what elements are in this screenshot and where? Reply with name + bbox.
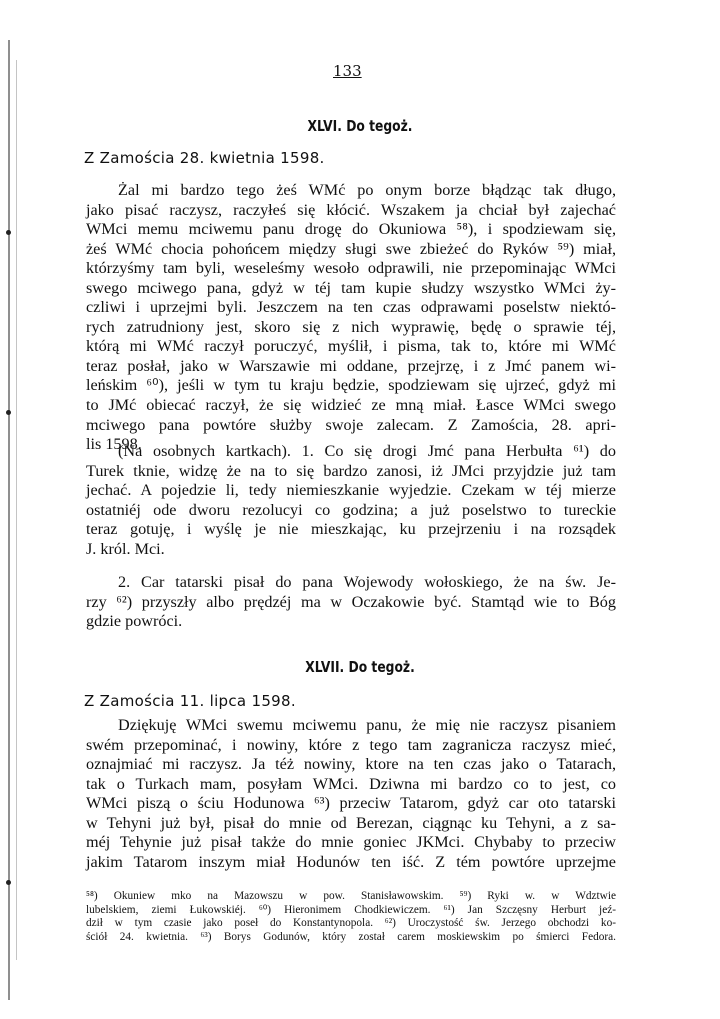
footnotes [86, 890, 616, 944]
text-line: oznajmiać mi raczysz. Ja téż nowiny, ktore na ten czas jako o Tatarach, [86, 755, 616, 774]
letter-paragraph [86, 573, 616, 632]
text-line: swém przepominać, i nowiny, które z tego tam zagranicza raczysz mieć, [86, 735, 616, 754]
text-line: gdzie powróci. [86, 612, 183, 631]
text-line: teraz posłał, jako w Warszawie mi oddane, przejrzę, i z Jmć panem wi- [86, 356, 616, 375]
footnote-line: lubelskiem, ziemi Łukowskiéj. ⁶⁰) Hieronimem Chodkiewiczem. ⁶¹) Jan Szczęsny Herburt jeź- [86, 903, 616, 916]
text-line: żeś WMć chocia pohońcem między sługi swe zbieżeć do Ryków ⁵⁹) miał, [86, 239, 616, 258]
letter-heading: XLVI. Do tegoż. [307, 117, 413, 135]
text-line: lis 1598. [86, 435, 142, 454]
binding-hole-mark [6, 880, 11, 885]
text-line: méj Tehynie już pisał także do mnie goniec JKMci. Chybaby to przeciw [86, 833, 616, 852]
text-line: rzy ⁶²) przyszły albo prędzéj ma w Oczakowie być. Stamtąd wie to Bóg [86, 592, 616, 611]
text-line: to JMć obiecać raczył, że się widzieć ze mną miał. Łasce WMci swego [86, 396, 616, 415]
text-line: Żal mi bardzo tego żeś WMć po onym borze błądząc tak długo, [118, 181, 616, 199]
text-line: WMci memu mciwemu panu drogę do Okuniowa ⁵⁸), i spodziewam się, [86, 220, 616, 239]
text-line: J. król. Mci. [86, 539, 165, 558]
text-line: 2. Car tatarski pisał do pana Wojewody wołoskiego, że na św. Je- [118, 573, 616, 591]
text-line: WMci piszą o ściu Hodunowa ⁶³) przeciw Tatarom, gdyż car oto tatarski [86, 794, 616, 813]
binding-edge-line [8, 40, 10, 1000]
letter-paragraph [86, 181, 616, 455]
text-line: którzyśmy tam byli, weseleśmy wesoło odprawili, nie przepominając WMci [86, 259, 616, 278]
text-line: którą mi WMć raczył poruczyć, myślił, i pisma, tak to, które mi WMć [86, 337, 616, 356]
binding-hole-mark [6, 410, 11, 415]
text-line: w Tehyni już był, pisał do mnie od Berezan, ciągnąc ku Tehyni, a z sa- [86, 813, 616, 832]
letter-paragraph [86, 442, 616, 559]
text-line: teraz gotuję, i wyślę je nie mieszkając, ku przejrzeniu i na rozsądek [86, 520, 616, 539]
page-number: 133 [333, 62, 362, 80]
text-line: jakim Tatarom inszym miał Hodunów ten iść. Z tém powtóre uprzejme [86, 852, 616, 871]
text-line: mciwego pana powtóre służby swoje zalecam. Z Zamościa, 28. apri- [86, 415, 616, 434]
letter-paragraph [86, 716, 616, 872]
text-line: leńskim ⁶⁰), jeśli w tym tu kraju będzie, spodziewam się ujrzeć, gdyż mi [86, 376, 616, 395]
letter-dateline: Z Zamościa 11. lipca 1598. [84, 692, 296, 710]
text-line: (Na osobnych kartkach). 1. Co się drogi Jmć pana Herbułta ⁶¹) do [118, 442, 616, 460]
binding-edge-line-secondary [16, 60, 17, 960]
binding-hole-mark [6, 230, 11, 235]
footnote-line: ⁵⁸) Okuniew mko na Mazowszu w pow. Stanisławowskim. ⁵⁹) Ryki w. w Wdztwie [86, 890, 616, 902]
text-line: Dziękuję WMci swemu mciwemu panu, że mię nie raczysz pisaniem [118, 716, 616, 734]
text-line: jechać. A pojedzie li, tedy niemieszkanie wyjedzie. Czekam w téj mierze [86, 481, 616, 500]
footnote-line: dził w tym czasie jako poseł do Konstantynopola. ⁶²) Uroczystość św. Jerzego obchodzi ko- [86, 917, 616, 929]
text-line: jako pisać raczysz, raczyłeś się kłócić. Wszakem ja chciał był zajechać [86, 200, 616, 219]
letter-heading: XLVII. Do tegoż. [305, 658, 415, 676]
footnote-line: ściół 24. kwietnia. ⁶³) Borys Godunów, który został carem moskiewskim po śmierci Fedora. [86, 930, 616, 943]
text-line: Turek tknie, widzę że na to się bardzo zanosi, iż JMci przyjdzie już tam [86, 461, 616, 480]
letter-dateline: Z Zamościa 28. kwietnia 1598. [84, 149, 325, 167]
text-line: rych zatrudniony jest, skoro się z nich wyprawię, będę o sprawie téj, [86, 317, 616, 336]
text-line: swego mciwego pana, gdyż w téj tam kupie słudzy wszystko WMci ży- [86, 278, 616, 297]
text-line: tak o Turkach mam, posyłam WMci. Dziwna mi bardzo co to jest, co [86, 774, 616, 793]
text-line: ostatniéj ode dworu rezolucyi co godzina; a już poselstwo to tureckie [86, 500, 616, 519]
text-line: czliwi i uprzejmi byli. Jeszczem na ten czas odprawami poselstw niektó- [86, 298, 616, 317]
